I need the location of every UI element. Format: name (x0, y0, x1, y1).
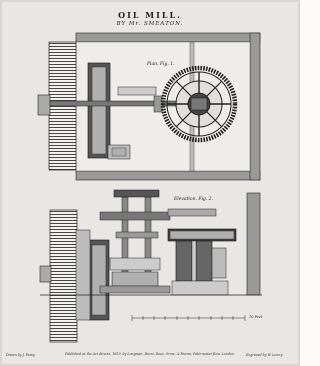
elevation-label: Elevation. Fig. 2. (174, 197, 213, 202)
mortar-block (112, 272, 158, 286)
scale-bar (132, 315, 245, 321)
plate-title: OIL MILL. (118, 10, 182, 20)
credit-published: Published as the Act directs, 1819, by Longman, Hurst, Rees, Orme, & Brown, Paternoster Row, London. (65, 352, 235, 356)
runner-stone-right (196, 241, 212, 281)
plan-figure (38, 33, 260, 180)
plan-wall-bottom (76, 171, 260, 180)
plan-bearing-block (118, 87, 156, 95)
plate-subtitle: BY Mr. SMEATON. (116, 21, 184, 27)
stamper-head (114, 190, 159, 197)
elevation-beam (168, 209, 216, 216)
scale-label: 10 Feet (249, 315, 263, 319)
elevation-figure (40, 190, 262, 342)
plan-label: Plan. Fig. 1. (147, 62, 175, 67)
credit-drawn: Drawn by J. Farey. (6, 353, 36, 357)
credit-engraved: Engraved by W. Lowry. (246, 353, 283, 357)
runner-base (172, 281, 228, 295)
elevation-shaft (100, 212, 170, 220)
elevation-wall-right (247, 193, 260, 295)
plan-wall-right (250, 33, 260, 180)
plan-axle-bearing (38, 95, 50, 115)
plan-wall-top (76, 33, 260, 42)
elevation-water-wheel (50, 210, 77, 342)
press-block (110, 258, 160, 270)
runner-stone-left (176, 241, 192, 281)
